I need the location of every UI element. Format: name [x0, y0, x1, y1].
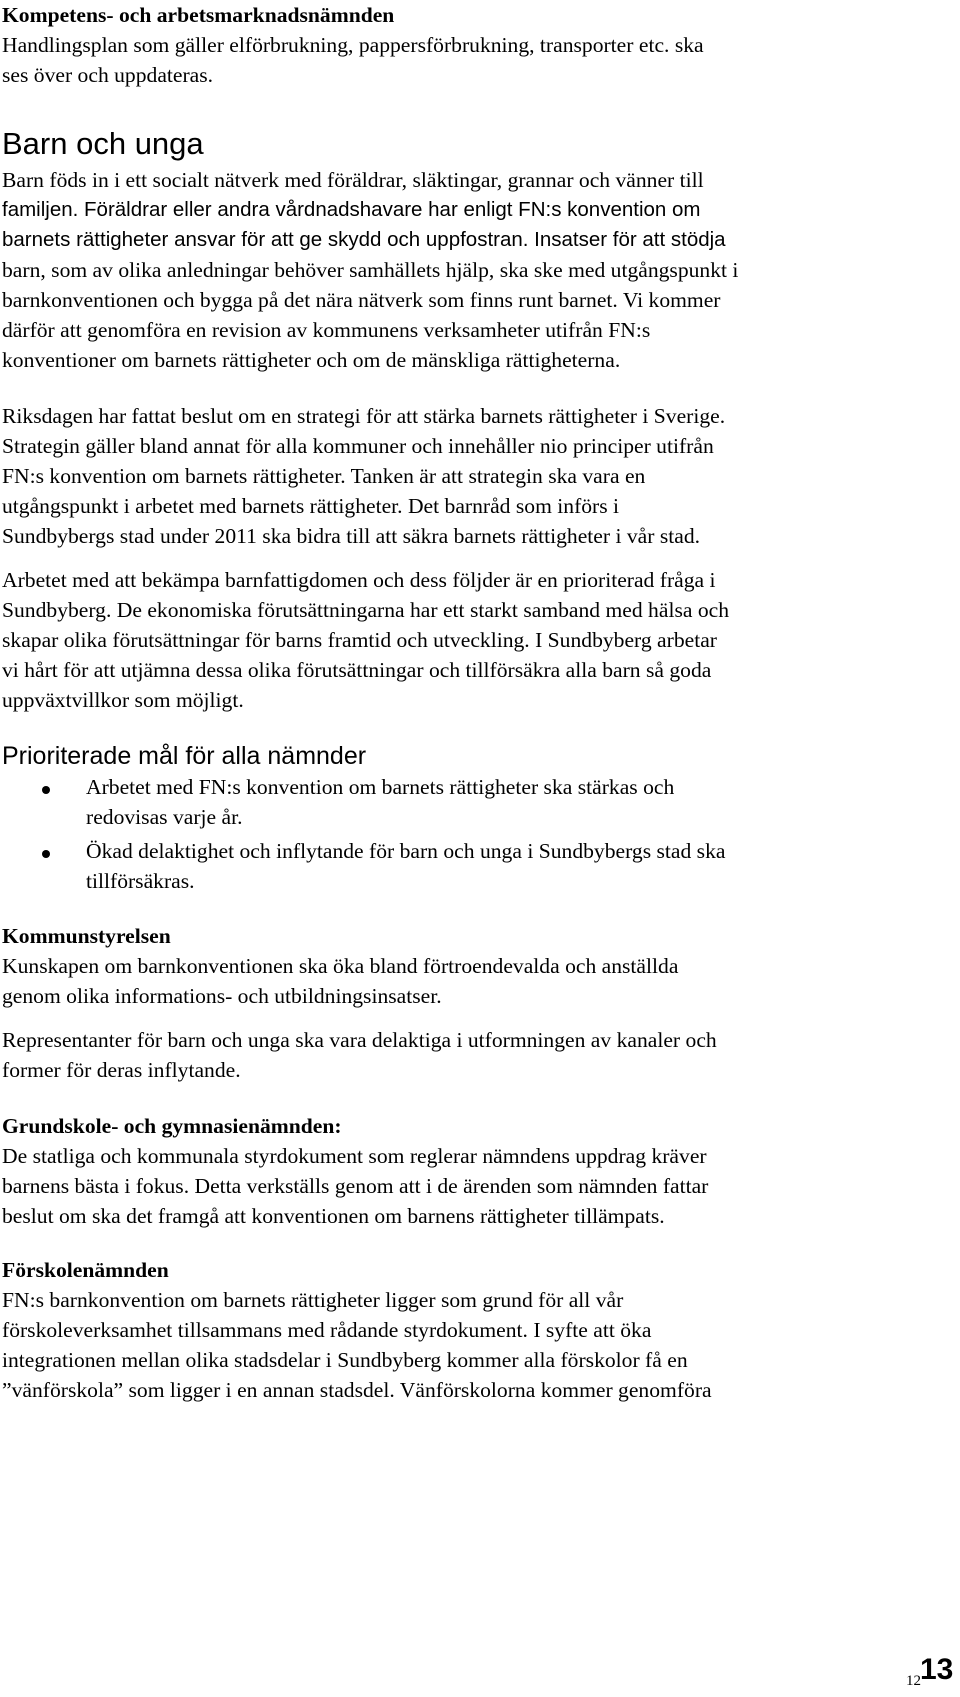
page-number-large: 13	[920, 1653, 954, 1686]
text-line: Sundbyberg. De ekonomiska förutsättningarna har ett starkt samband med hälsa och	[2, 598, 730, 622]
text-line: integrationen mellan olika stadsdelar i Sundbyberg kommer alla förskolor få en	[2, 1348, 688, 1372]
text-line: uppväxtvillkor som möjligt.	[2, 688, 244, 712]
section-heading-prioriterade-mal: Prioriterade mål för alla nämnder	[2, 742, 367, 770]
section-heading-forskolenamnden: Förskolenämnden	[2, 1258, 169, 1282]
text-line: barnens bästa i fokus. Detta verkställs genom att i de ärenden som nämnden fattar	[2, 1174, 709, 1198]
text-line: utgångspunkt i arbetet med barnets rättigheter. Det barnråd som införs i	[2, 494, 620, 518]
bullet-text-line: tillförsäkras.	[86, 869, 195, 893]
bullet-icon	[42, 786, 50, 794]
text-line: skapar olika förutsättningar för barns framtid och utveckling. I Sundbyberg arbetar	[2, 628, 717, 652]
text-line: ses över och uppdateras.	[2, 63, 214, 87]
section-heading-barn-och-unga: Barn och unga	[2, 126, 204, 161]
bullet-text-line: Arbetet med FN:s konvention om barnets rättigheter ska stärkas och	[86, 775, 675, 799]
text-line: Arbetet med att bekämpa barnfattigdomen och dess följder är en prioriterad fråga i	[2, 568, 716, 592]
text-line: Kunskapen om barnkonventionen ska öka bland förtroendevalda och anställda	[2, 954, 679, 978]
text-line: Strategin gäller bland annat för alla kommuner och innehåller nio principer utifrån	[2, 434, 714, 458]
text-line: Barn föds in i ett socialt nätverk med föräldrar, släktingar, grannar och vänner till	[2, 168, 704, 192]
text-line: FN:s barnkonvention om barnets rättigheter ligger som grund för all vår	[2, 1288, 624, 1312]
text-line: beslut om ska det framgå att konventionen om barnens rättigheter tillämpats.	[2, 1204, 665, 1228]
text-line: förskoleverksamhet tillsammans med rådande styrdokument. I syfte att öka	[2, 1318, 652, 1342]
section-heading-kompetens: Kompetens- och arbetsmarknadsnämnden	[2, 3, 395, 27]
text-line: Sundbybergs stad under 2011 ska bidra till att säkra barnets rättigheter i vår stad.	[2, 524, 701, 548]
text-line: konventioner om barnets rättigheter och om de mänskliga rättigheterna.	[2, 348, 621, 372]
text-line: vi hårt för att utjämna dessa olika förutsättningar och tillförsäkra alla barn så goda	[2, 658, 712, 682]
text-line: ”vänförskola” som ligger i en annan stadsdel. Vänförskolorna kommer genomföra	[2, 1378, 712, 1402]
section-heading-grundskole: Grundskole- och gymnasienämnden:	[2, 1114, 342, 1138]
text-line: De statliga och kommunala styrdokument som reglerar nämndens uppdrag kräver	[2, 1144, 707, 1168]
text-line: Riksdagen har fattat beslut om en strategi för att stärka barnets rättigheter i Sverige.	[2, 404, 726, 428]
bullet-text-line: Ökad delaktighet och inflytande för barn och unga i Sundbybergs stad ska	[86, 839, 726, 863]
text-line: former för deras inflytande.	[2, 1058, 241, 1082]
text-line: FN:s konvention om barnets rättigheter. Tanken är att strategin ska vara en	[2, 464, 646, 488]
text-line: barnets rättigheter ansvar för att ge skydd och uppfostran. Insatser för att stödja	[2, 228, 726, 251]
text-line: familjen. Föräldrar eller andra vårdnadshavare har enligt FN:s konvention om	[2, 198, 701, 221]
page-number-small: 12	[906, 1673, 921, 1689]
section-heading-kommunstyrelsen: Kommunstyrelsen	[2, 924, 171, 948]
text-line: barn, som av olika anledningar behöver samhällets hjälp, ska ske med utgångspunkt i	[2, 258, 739, 282]
text-line: genom olika informations- och utbildningsinsatser.	[2, 984, 442, 1008]
text-line: Handlingsplan som gäller elförbrukning, pappersförbrukning, transporter etc. ska	[2, 33, 704, 57]
text-line: därför att genomföra en revision av kommunens verksamheter utifrån FN:s	[2, 318, 651, 342]
bullet-icon	[42, 850, 50, 858]
bullet-text-line: redovisas varje år.	[86, 805, 243, 829]
text-line: barnkonventionen och bygga på det nära nätverk som finns runt barnet. Vi kommer	[2, 288, 721, 312]
text-line: Representanter för barn och unga ska vara delaktiga i utformningen av kanaler och	[2, 1028, 717, 1052]
